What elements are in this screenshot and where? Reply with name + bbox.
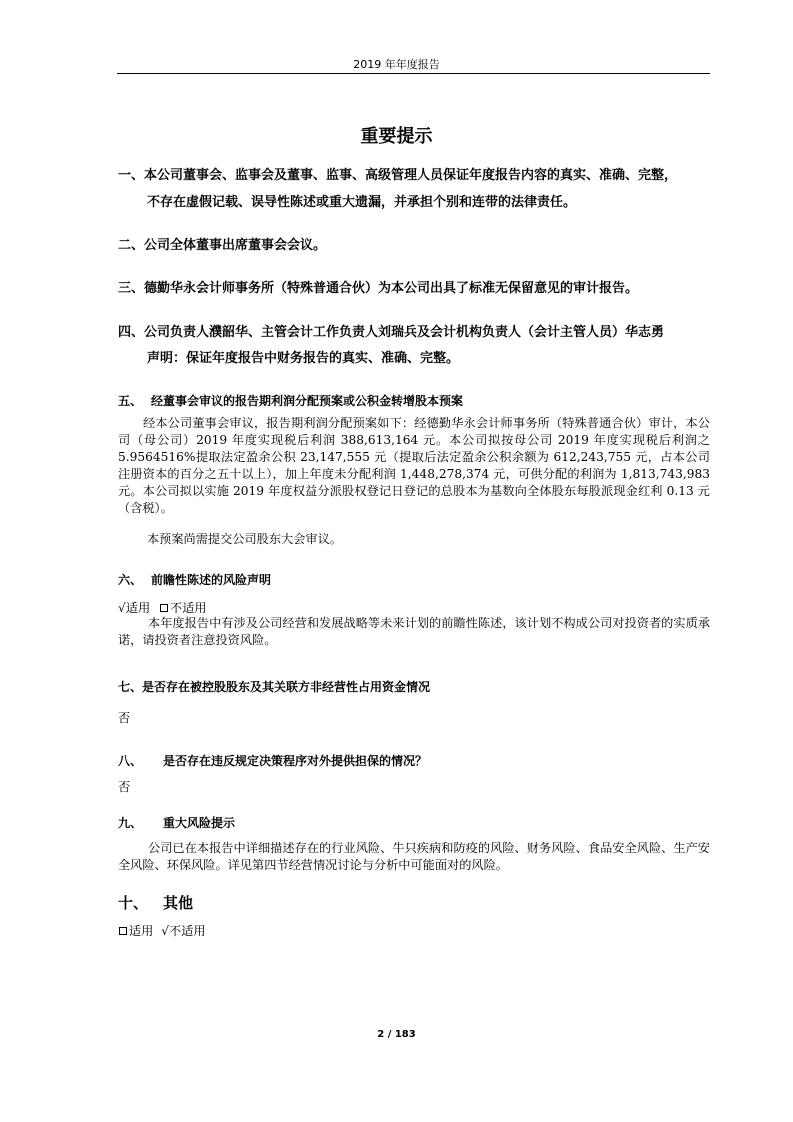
item-2 xyxy=(118,234,326,253)
item-1-line-2: 不存在虚假记载、误导性陈述或重大遗漏，并承担个别和连带的法律责任。 xyxy=(147,195,577,210)
header-rule xyxy=(117,73,710,74)
item-1-number: 一、 xyxy=(118,168,145,183)
section-10-heading xyxy=(118,892,193,913)
item-3-number: 三、 xyxy=(118,281,145,296)
not-applicable-label: 不适用 xyxy=(169,924,206,938)
section-7-title: 是否存在被控股股东及其关联方非经营性占用资金情况 xyxy=(142,680,431,694)
section-9-title: 重大风险提示 xyxy=(163,816,236,830)
item-3-text: 德勤华永会计师事务所（特殊普通合伙）为本公司出具了标准无保留意见的审计报告。 xyxy=(144,281,639,296)
not-applicable-label: 不适用 xyxy=(170,601,207,615)
section-6-heading xyxy=(118,571,271,588)
section-5-paragraph: 经本公司董事会审议，报告期利润分配预案如下：经德勤华永会计师事务所（特殊普通合伙）审计，本公司（母公司）2019 年度实现税后利润 388,613,164 元。本公司拟按母公司 2019 年度实现税后利润之 5.9564516%提取法定盈余公积 23,147,555 元（提取后法定盈余公积余额为 612,243,755 元，占本公司注册资本的百分之五十以上），加上年度未分配利润 1,448,278,374 元，可供分配的利润为 1,813,743,983 元。本公司拟以实施 2019 年度权益分派股权登记日登记的总股本为基数向全体股东每股派现金红利 0.13 元（含税）。 xyxy=(118,416,710,515)
section-5-note: 本预案尚需提交公司股东大会审议。 xyxy=(147,532,342,546)
empty-box-icon xyxy=(119,927,127,935)
empty-box-icon xyxy=(160,604,168,612)
item-1-text: 本公司董事会、监事会及董事、监事、高级管理人员保证年度报告内容的真实、准确、完整， xyxy=(144,168,678,183)
section-5-title: 经董事会审议的报告期利润分配预案或公积金转增股本预案 xyxy=(151,394,464,408)
section-7-number: 七、 xyxy=(118,680,143,694)
section-6-number: 六、 xyxy=(118,573,143,587)
check-mark-icon: √ xyxy=(118,601,126,615)
section-5-heading xyxy=(118,392,463,409)
item-3 xyxy=(118,277,638,296)
section-9-paragraph: 公司已在本报告中详细描述存在的行业风险、牛只疾病和防疫的风险、财务风险、食品安全风险、生产安全风险、环保风险。详见第四节经营情况讨论与分析中可能面对的风险。 xyxy=(118,841,710,872)
section-6-paragraph: 本年度报告中有涉及公司经营和发展战略等未来计划的前瞻性陈述，该计划不构成公司对投资者的实质承诺，请投资者注意投资风险。 xyxy=(118,616,710,647)
check-mark-icon: √ xyxy=(161,924,170,938)
item-4-number: 四、 xyxy=(118,325,145,340)
item-2-text: 公司全体董事出席董事会会议。 xyxy=(144,238,327,253)
section-10-applicability xyxy=(118,922,206,939)
item-4-text: 公司负责人濮韶华、主管会计工作负责人刘瑞兵及会计机构负责人（会计主管人员）华志勇 xyxy=(144,325,665,340)
section-9-number: 九、 xyxy=(118,816,143,830)
applicable-label: 适用 xyxy=(129,924,154,938)
section-7-heading xyxy=(118,678,430,695)
item-2-number: 二、 xyxy=(118,238,145,253)
section-6-title: 前瞻性陈述的风险声明 xyxy=(151,573,272,587)
page-number: 2 / 183 xyxy=(377,1029,416,1040)
applicable-label: 适用 xyxy=(125,601,151,615)
section-8-title: 是否存在违反规定决策程序对外提供担保的情况？ xyxy=(163,754,428,768)
section-8-number: 八、 xyxy=(118,754,143,768)
section-6-applicability xyxy=(118,599,207,616)
section-8-heading xyxy=(118,752,427,769)
section-9-heading xyxy=(118,814,235,831)
section-5-number: 五、 xyxy=(118,394,143,408)
item-4-line-2: 声明：保证年度报告中财务报告的真实、准确、完整。 xyxy=(147,351,460,366)
section-7-answer: 否 xyxy=(118,711,131,725)
section-10-title: 其他 xyxy=(163,894,194,912)
item-4-line-1 xyxy=(118,321,664,340)
page-header: 2019 年年度报告 xyxy=(353,58,440,71)
document-title: 重要提示 xyxy=(360,126,433,147)
section-8-answer: 否 xyxy=(118,780,131,794)
item-1-line-1 xyxy=(118,164,677,183)
section-10-number: 十、 xyxy=(118,894,149,912)
